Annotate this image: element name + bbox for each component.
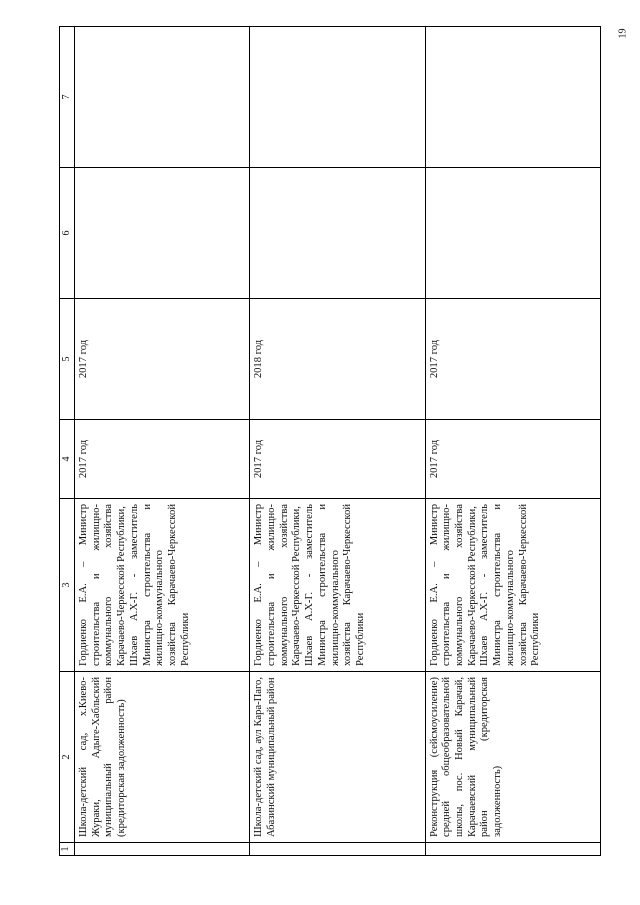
row-1-col-4: 2017 год (75, 420, 250, 499)
row-3-col-4: 2017 год (425, 420, 600, 499)
row-2-col-4: 2017 год (250, 420, 425, 499)
table-row (250, 27, 425, 856)
row-3-object-name: Реконструкция (сейсмоусиление) средней общеобразовательной школы, пос. Новый Карачай, Карачаевский муниципальный район (кредиторская задолженность) (425, 672, 600, 843)
row-3-col-5: 2017 год (425, 299, 600, 420)
row-1-col-7 (75, 27, 250, 168)
header-col-1: 1 (60, 843, 75, 856)
row-1-col-5: 2017 год (75, 299, 250, 420)
header-row (60, 27, 75, 856)
row-1-col-6 (75, 168, 250, 299)
row-1-col-1 (75, 843, 250, 856)
row-1-responsible: Гордиенко Е.А. – Министр строительства и жилищно-коммунального хозяйства Карачаево-Черкесской Республики, Шхаев А.Х-Г. - заместитель Министра строительства и жилищно-коммунального хозяйства Карачаево-Черкесской Республики (75, 499, 250, 672)
table-wrapper (59, 34, 601, 856)
row-3-responsible: Гордиенко Е.А. – Министр строительства и жилищно-коммунального хозяйства Карачаево-Черкесской Республики, Шхаев А.Х-Г. - заместитель Министра строительства и жилищно-коммунального хозяйства Карачаево-Черкесской Республики (425, 499, 600, 672)
row-2-col-1 (250, 843, 425, 856)
data-table (59, 26, 601, 856)
row-2-col-5: 2018 год (250, 299, 425, 420)
row-2-col-7 (250, 27, 425, 168)
rotated-page-area (59, 34, 601, 856)
header-col-4: 4 (60, 420, 75, 499)
row-2-object-name: Школа-детский сад, аул Кара-Паго, Абазинский муниципальный район (250, 672, 425, 843)
table-row (425, 27, 600, 856)
row-2-responsible: Гордиенко Е.А. – Министр строительства и жилищно-коммунального хозяйства Карачаево-Черкесской Республики, Шхаев А.Х-Г. - заместитель Министра строительства и жилищно-коммунального хозяйства Карачаево-Черкесской Республики (250, 499, 425, 672)
header-col-6: 6 (60, 168, 75, 299)
header-col-2: 2 (60, 672, 75, 843)
header-col-7: 7 (60, 27, 75, 168)
row-1-object-name: Школа-детский сад, х.Киево-Жураки, Адыге-Хабльский муниципальный район (кредиторская задолженность) (75, 672, 250, 843)
row-3-col-7 (425, 27, 600, 168)
page-number: 19 (617, 28, 629, 39)
row-2-col-6 (250, 168, 425, 299)
table-row (75, 27, 250, 856)
row-3-col-1 (425, 843, 600, 856)
header-col-5: 5 (60, 299, 75, 420)
header-col-3: 3 (60, 499, 75, 672)
row-3-col-6 (425, 168, 600, 299)
